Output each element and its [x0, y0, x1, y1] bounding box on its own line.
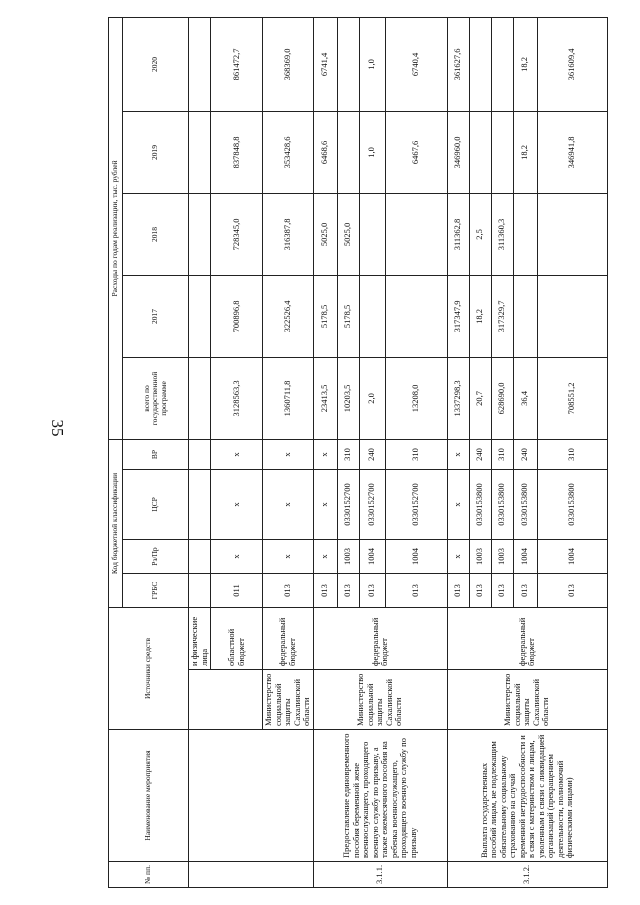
cell-grbs: 013 [385, 574, 447, 608]
cell-2020: 18,2 [513, 17, 537, 111]
cell-vr: 310 [537, 439, 607, 469]
cell-2017: 700896,8 [211, 275, 263, 357]
cell-vr: x [211, 439, 263, 469]
cell-2019 [491, 111, 513, 193]
cell-2017: 317329,7 [491, 275, 513, 357]
cell-no [189, 862, 314, 888]
cell-csr: 0330152700 [337, 470, 359, 540]
cell-2018 [385, 193, 447, 275]
cell-2020 [491, 17, 513, 111]
cell-name [189, 730, 314, 862]
table-row [447, 17, 469, 887]
cell-2018: 728345,0 [211, 193, 263, 275]
cell-rzpr: 1004 [385, 540, 447, 574]
cell-vr: 240 [359, 439, 385, 469]
cell-vr: x [447, 439, 469, 469]
cell-2018 [513, 193, 537, 275]
cell-vr: 310 [385, 439, 447, 469]
cell-2020: 6741,4 [313, 17, 337, 111]
cell-name: Выплата государственных пособий лицам, не подлежащим обязательному социальному страхованию на случай временной нетрудоспособности и в связи с материнством и лицам, уволенным в связи с ликвидацией организаций (прекращением деятельности, полномочий физическими лицами) [447, 730, 607, 862]
header-vr: ВР [123, 439, 189, 469]
budget-table [108, 17, 608, 888]
cell-2017 [513, 275, 537, 357]
cell-2020: 6740,4 [385, 17, 447, 111]
cell-grbs [189, 574, 211, 608]
cell-2019: 346960,0 [447, 111, 469, 193]
cell-vr [189, 439, 211, 469]
cell-2019: 18,2 [513, 111, 537, 193]
table-row [189, 17, 211, 887]
cell-vr: 310 [337, 439, 359, 469]
header-2017: 2017 [123, 275, 189, 357]
rotated-table-container [108, 18, 603, 888]
cell-total: 1360711,8 [263, 357, 314, 439]
cell-source: федеральный бюджет [313, 608, 447, 670]
cell-rzpr: 1003 [469, 540, 491, 574]
cell-grbs: 013 [491, 574, 513, 608]
header-source: Источники средств [109, 608, 189, 730]
cell-rzpr: x [211, 540, 263, 574]
header-grbs: ГРБС [123, 574, 189, 608]
cell-2017: 5178,5 [313, 275, 337, 357]
cell-2017 [537, 275, 607, 357]
cell-grbs: 013 [537, 574, 607, 608]
cell-csr: x [263, 470, 314, 540]
cell-rzpr: x [447, 540, 469, 574]
cell-total: 1337298,3 [447, 357, 469, 439]
cell-2018: 311360,3 [491, 193, 513, 275]
cell-2017 [359, 275, 385, 357]
cell-2018: 311362,8 [447, 193, 469, 275]
cell-total: 36,4 [513, 357, 537, 439]
cell-total: 3128563,3 [211, 357, 263, 439]
header-2018: 2018 [123, 193, 189, 275]
cell-2018: 2,5 [469, 193, 491, 275]
cell-rzpr: 1004 [513, 540, 537, 574]
cell-2017: 18,2 [469, 275, 491, 357]
header-2019: 2019 [123, 111, 189, 193]
cell-org: Министерство социальной защиты Сахалинской области [313, 670, 447, 730]
cell-2018 [359, 193, 385, 275]
cell-2018: 5025,0 [337, 193, 359, 275]
cell-2019: 837848,8 [211, 111, 263, 193]
cell-2017 [189, 275, 211, 357]
header-bk-group: Код бюджетной классификации [109, 439, 123, 607]
cell-grbs: 013 [447, 574, 469, 608]
cell-source: областной бюджет [211, 608, 263, 670]
cell-csr: 0330153800 [469, 470, 491, 540]
cell-total [189, 357, 211, 439]
cell-2020: 861472,7 [211, 17, 263, 111]
cell-grbs: 013 [359, 574, 385, 608]
cell-vr: x [313, 439, 337, 469]
header-no: № пп. [109, 862, 189, 888]
cell-rzpr: x [263, 540, 314, 574]
cell-2019: 6467,6 [385, 111, 447, 193]
cell-2020: 361627,6 [447, 17, 469, 111]
cell-2019: 6468,6 [313, 111, 337, 193]
cell-total: 23413,5 [313, 357, 337, 439]
cell-grbs: 013 [313, 574, 337, 608]
cell-org: Министерство социальной защиты Сахалинской области [263, 670, 314, 730]
cell-2018: 5025,0 [313, 193, 337, 275]
cell-vr: 240 [513, 439, 537, 469]
header-name: Наименование мероприятия [109, 730, 189, 862]
cell-2019: 353428,6 [263, 111, 314, 193]
header-csr: ЦСР [123, 470, 189, 540]
cell-2019: 346941,8 [537, 111, 607, 193]
cell-total: 708551,2 [537, 357, 607, 439]
cell-csr: x [447, 470, 469, 540]
cell-csr: x [313, 470, 337, 540]
cell-vr: 240 [469, 439, 491, 469]
cell-csr: 0330153800 [491, 470, 513, 540]
cell-no: 3.1.1. [313, 862, 447, 888]
cell-rzpr [189, 540, 211, 574]
cell-no: 3.1.2. [447, 862, 607, 888]
cell-2020: 368369,0 [263, 17, 314, 111]
cell-grbs: 013 [263, 574, 314, 608]
cell-2020 [337, 17, 359, 111]
cell-grbs: 013 [337, 574, 359, 608]
cell-name: Предоставление единовременного пособия беременной жене военнослужащего, проходящего военную службу по призыву, а также ежемесячного пособия на ребенка военнослужащего, проходящего военную службу по призыву [313, 730, 447, 862]
cell-2020: 1,0 [359, 17, 385, 111]
cell-2017: 322526,4 [263, 275, 314, 357]
cell-org: Министерство социальной защиты Сахалинской области [447, 670, 607, 730]
cell-source: федеральный бюджет [447, 608, 607, 670]
cell-total: 628690,0 [491, 357, 513, 439]
cell-source: и физические лица [189, 608, 211, 670]
cell-total: 2,0 [359, 357, 385, 439]
cell-vr: x [263, 439, 314, 469]
header-exp-group: Расходы по годам реализации, тыс. рублей [109, 17, 123, 439]
cell-2017 [385, 275, 447, 357]
cell-vr: 310 [491, 439, 513, 469]
cell-2019 [189, 111, 211, 193]
cell-grbs: 013 [513, 574, 537, 608]
cell-total: 10203,5 [337, 357, 359, 439]
cell-rzpr: 1003 [491, 540, 513, 574]
header-total: всего по государственной программе [123, 357, 189, 439]
cell-csr: 0330153800 [513, 470, 537, 540]
cell-csr: 0330152700 [385, 470, 447, 540]
cell-total: 20,7 [469, 357, 491, 439]
cell-2017: 317347,9 [447, 275, 469, 357]
cell-2019: 1,0 [359, 111, 385, 193]
cell-csr: 0330153800 [537, 470, 607, 540]
cell-2018: 316387,8 [263, 193, 314, 275]
cell-rzpr: 1004 [537, 540, 607, 574]
cell-total: 13208,0 [385, 357, 447, 439]
cell-grbs: 013 [469, 574, 491, 608]
table-row [313, 17, 337, 887]
cell-2019 [469, 111, 491, 193]
page-number: 35 [48, 419, 67, 437]
cell-rzpr: 1003 [337, 540, 359, 574]
header-rzpr: Рз/Пр [123, 540, 189, 574]
cell-csr: 0330152700 [359, 470, 385, 540]
cell-2018 [189, 193, 211, 275]
cell-2019 [337, 111, 359, 193]
cell-rzpr: 1004 [359, 540, 385, 574]
cell-csr [189, 470, 211, 540]
cell-2018 [537, 193, 607, 275]
cell-csr: x [211, 470, 263, 540]
cell-rzpr: x [313, 540, 337, 574]
cell-2020: 361609,4 [537, 17, 607, 111]
cell-2020 [189, 17, 211, 111]
cell-2020 [469, 17, 491, 111]
header-2020: 2020 [123, 17, 189, 111]
cell-grbs: 011 [211, 574, 263, 608]
cell-source: федеральный бюджет [263, 608, 314, 670]
cell-org [189, 670, 263, 730]
cell-2017: 5178,5 [337, 275, 359, 357]
